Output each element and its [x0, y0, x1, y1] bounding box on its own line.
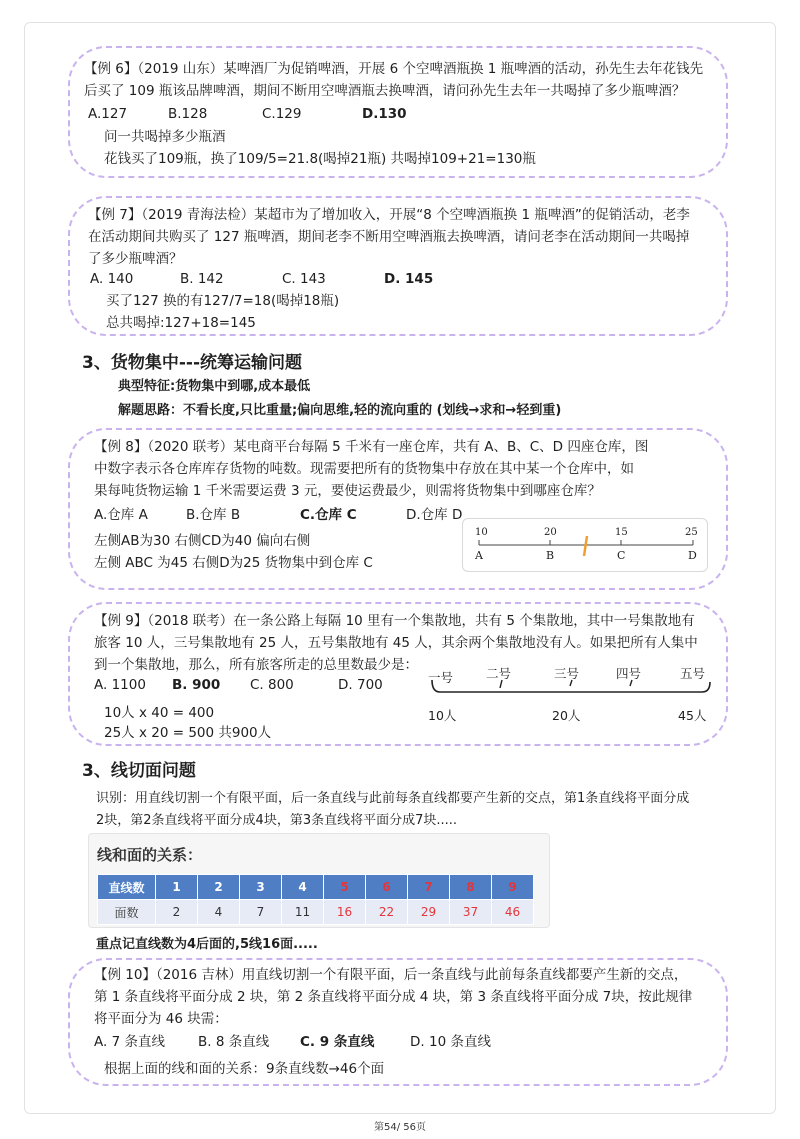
warehouse-c-tons: 15 — [615, 527, 628, 538]
ex6-note1: 问一共喝掉多少瓶酒 — [104, 129, 226, 145]
ex6-option-d: D.130 — [362, 106, 407, 122]
ex10-line1: 【例 10】（2016 吉林）用直线切割一个有限平面，后一条直线与此前每条直线都要产生新的交点， — [94, 967, 688, 983]
table-cell: 3 — [240, 875, 282, 900]
ex8-line2: 中数字表示各仓库库存货物的吨数。现需要把所有的货物集中存放在其中某一个仓库中，如 — [94, 461, 634, 477]
section-goods-title: 3、货物集中---统筹运输问题 — [82, 353, 302, 373]
table-cell: 22 — [366, 900, 408, 925]
ex7-note1: 买了127 换的有127/7=18(喝掉18瓶) — [106, 293, 340, 309]
ex8-option-d: D.仓库 D — [406, 507, 463, 523]
table-cell: 2 — [156, 900, 198, 925]
ex8-note2: 左侧 ABC 为45 右侧D为25 货物集中到仓库 C — [94, 555, 373, 571]
ex10-option-b: B. 8 条直线 — [198, 1034, 270, 1050]
table-cell: 8 — [450, 875, 492, 900]
ex10-option-c: C. 9 条直线 — [300, 1034, 375, 1050]
site-5-label: 五号 — [680, 666, 706, 681]
ex9-line1: 【例 9】（2018 联考）在一条公路上每隔 10 里有一个集散地，共有 5 个集散地，其中一号集散地有 — [94, 613, 695, 629]
ex9-option-b: B. 900 — [172, 677, 221, 693]
warehouse-b-label: B — [546, 549, 555, 562]
ex8-option-c: C.仓库 C — [300, 507, 357, 523]
site-3-people: 20人 — [552, 708, 581, 723]
ex8-line3: 果每吨货物运输 1 千米需要运费 3 元，要使运费最少，则需将货物集中到哪座仓库？ — [94, 483, 601, 499]
ex10-line3: 将平面分为 46 块需： — [94, 1011, 228, 1027]
table-cell: 7 — [240, 900, 282, 925]
warehouse-a-label: A — [475, 549, 483, 562]
section-goods-feature: 典型特征:货物集中到哪,成本最低 — [118, 379, 311, 394]
section-lines-title: 3、线切面问题 — [82, 761, 196, 781]
ex9-line2: 旅客 10 人，三号集散地有 25 人，五号集散地有 45 人，其余两个集散地没有人。如果把所有人集中 — [94, 635, 698, 651]
table-cell: 4 — [282, 875, 324, 900]
warehouse-c-label: C — [617, 549, 626, 562]
row-planes-label: 面数 — [98, 900, 156, 925]
key-point: 重点记直线数为4后面的,5线16面..... — [96, 937, 318, 952]
ex9-option-a: A. 1100 — [94, 677, 146, 693]
ex9-note1: 10人 x 40 = 400 — [104, 705, 215, 721]
warehouse-d-label: D — [688, 549, 697, 562]
ex6-line2: 后买了 109 瓶该品牌啤酒，期间不断用空啤酒瓶去换啤酒，请问孙先生去年一共喝掉了多少瓶啤酒？ — [84, 83, 686, 99]
ex7-note2: 总共喝掉:127+18=145 — [106, 315, 256, 331]
divider-mark — [584, 536, 587, 556]
ex10-option-d: D. 10 条直线 — [410, 1034, 491, 1050]
site-1-label: 一号 — [428, 670, 454, 685]
site-2-label: 二号 — [486, 666, 512, 681]
table-cell: 16 — [324, 900, 366, 925]
warehouse-a-tons: 10 — [475, 527, 488, 538]
ex9-line3: 到一个集散地，那么，所有旅客所走的总里数最少是： — [94, 657, 418, 673]
site-3-label: 三号 — [554, 666, 580, 681]
table-cell: 9 — [492, 875, 534, 900]
warehouse-line — [463, 519, 709, 573]
ex10-option-a: A. 7 条直线 — [94, 1034, 165, 1050]
ex6-note2: 花钱买了109瓶，换了109/5=21.8(喝掉21瓶) 共喝掉109+21=130瓶 — [104, 151, 536, 167]
site-1-people: 10人 — [428, 708, 457, 723]
section-lines-desc2: 2块，第2条直线将平面分成4块，第3条直线将平面分成7块..... — [96, 813, 458, 828]
ex7-line1: 【例 7】（2019 青海法检）某超市为了增加收入，开展“8 个空啤酒瓶换 1 瓶啤酒”的促销活动，老李 — [88, 207, 690, 223]
table-row-lines — [98, 875, 534, 900]
ex6-line1: 【例 6】（2019 山东）某啤酒厂为促销啤酒，开展 6 个空啤酒瓶换 1 瓶啤酒的活动，孙先生去年花钱先 — [84, 61, 704, 77]
ex6-option-c: C.129 — [262, 106, 302, 122]
ex8-option-a: A.仓库 A — [94, 507, 148, 523]
table-cell: 1 — [156, 875, 198, 900]
lines-planes-table — [97, 874, 534, 925]
table-cell: 37 — [450, 900, 492, 925]
page-number: 第54/ 56页 — [374, 1122, 426, 1133]
table-cell: 6 — [366, 875, 408, 900]
table-cell: 11 — [282, 900, 324, 925]
section-lines-desc1: 识别：用直线切割一个有限平面，后一条直线与此前每条直线都要产生新的交点，第1条直线将平面分成 — [96, 791, 690, 806]
table-cell: 2 — [198, 875, 240, 900]
ex6-option-a: A.127 — [88, 106, 128, 122]
ex7-line3: 了多少瓶啤酒？ — [88, 251, 183, 267]
table-cell: 5 — [324, 875, 366, 900]
table-row-planes — [98, 900, 534, 925]
ex7-option-b: B. 142 — [180, 271, 224, 287]
table-cell: 29 — [408, 900, 450, 925]
ex7-option-c: C. 143 — [282, 271, 326, 287]
ex10-line2: 第 1 条直线将平面分成 2 块，第 2 条直线将平面分成 4 块，第 3 条直线将平面分成 7块，按此规律 — [94, 989, 693, 1005]
row-lines-label: 直线数 — [98, 875, 156, 900]
ex7-option-d: D. 145 — [384, 271, 434, 287]
warehouse-b-tons: 20 — [544, 527, 557, 538]
lines-planes-table-title: 线和面的关系： — [97, 846, 203, 864]
ex7-line2: 在活动期间共购买了 127 瓶啤酒，期间老李不断用空啤酒瓶去换啤酒，请问老李在活动期间一共喝掉 — [88, 229, 690, 245]
ex8-line1: 【例 8】（2020 联考）某电商平台每隔 5 千米有一座仓库，共有 A、B、C、D 四座仓库，图 — [94, 439, 649, 455]
warehouse-d-tons: 25 — [685, 527, 698, 538]
ex8-note1: 左侧AB为30 右侧CD为40 偏向右侧 — [94, 533, 311, 549]
lines-planes-table-image — [88, 833, 550, 928]
warehouse-diagram — [462, 518, 708, 572]
section-goods-approach: 解题思路：不看长度,只比重量;偏向思维,轻的流向重的 (划线→求和→轻到重) — [118, 403, 562, 418]
site-5-people: 45人 — [678, 708, 707, 723]
ex10-note1: 根据上面的线和面的关系：9条直线数→46个面 — [104, 1061, 385, 1077]
ex7-option-a: A. 140 — [90, 271, 134, 287]
ex8-option-b: B.仓库 B — [186, 507, 241, 523]
ex6-option-b: B.128 — [168, 106, 208, 122]
table-cell: 7 — [408, 875, 450, 900]
ex9-option-c: C. 800 — [250, 677, 294, 693]
table-cell: 46 — [492, 900, 534, 925]
site-4-label: 四号 — [616, 666, 642, 681]
ex9-note2: 25人 x 20 = 500 共900人 — [104, 725, 272, 741]
table-cell: 4 — [198, 900, 240, 925]
ex9-option-d: D. 700 — [338, 677, 383, 693]
